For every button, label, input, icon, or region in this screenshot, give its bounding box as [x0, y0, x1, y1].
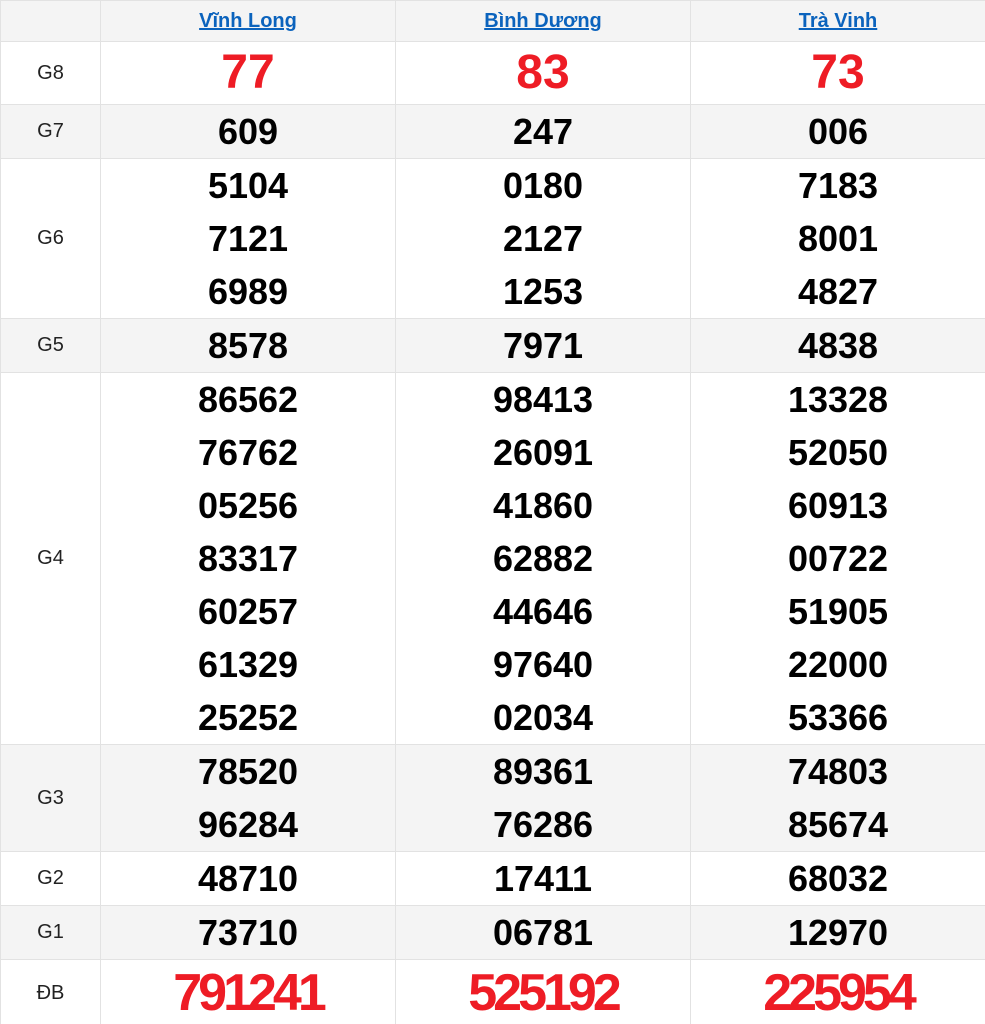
prize-row-g2: [1, 852, 985, 906]
prize-number: 02034: [492, 697, 594, 738]
prize-number: 8578: [207, 325, 289, 366]
prize-row-g6: [1, 159, 985, 319]
prize-number: 06781: [492, 912, 594, 953]
prize-label: G6: [1, 159, 101, 319]
prize-cell: [691, 42, 985, 105]
prize-cell: [101, 373, 396, 745]
prize-number: 5104: [207, 165, 289, 206]
prize-number: 26091: [492, 432, 594, 473]
prize-label: G2: [1, 852, 101, 906]
province-link-vinh-long[interactable]: Vĩnh Long: [199, 9, 297, 32]
prize-cell: [101, 960, 396, 1024]
prize-cell: [691, 159, 985, 319]
prize-number: 51905: [787, 591, 889, 632]
prize-number: 4827: [797, 271, 879, 312]
prize-cell: [101, 159, 396, 319]
prize-number: 96284: [197, 804, 299, 845]
prize-number: 25252: [197, 697, 299, 738]
prize-number: 60257: [197, 591, 299, 632]
prize-number: 74803: [787, 751, 889, 792]
prize-number: 83317: [197, 538, 299, 579]
prize-row-g3: [1, 745, 985, 852]
prize-number: 2127: [502, 218, 584, 259]
prize-cell: [396, 42, 691, 105]
prize-number: 7971: [502, 325, 584, 366]
prize-number: 97640: [492, 644, 594, 685]
province-link-tra-vinh[interactable]: Trà Vinh: [798, 9, 878, 32]
prize-number: 12970: [787, 912, 889, 953]
prize-number: 89361: [492, 751, 594, 792]
prize-label: G5: [1, 319, 101, 373]
prize-number: 44646: [492, 591, 594, 632]
prize-number: 53366: [787, 697, 889, 738]
prize-number: 62882: [492, 538, 594, 579]
prize-number: 78520: [197, 751, 299, 792]
prize-cell: [101, 745, 396, 852]
prize-number: 791241: [173, 964, 323, 1022]
prize-cell: [691, 373, 985, 745]
prize-number: 4838: [797, 325, 879, 366]
prize-label: G8: [1, 42, 101, 105]
prize-row-g1: [1, 906, 985, 960]
prize-number: 73: [811, 46, 865, 99]
prize-cell: [396, 159, 691, 319]
header-row: [1, 1, 985, 42]
prize-number: 68032: [787, 858, 889, 899]
prize-number: 83: [516, 46, 570, 99]
prize-number: 41860: [492, 485, 594, 526]
prize-column-header: [1, 1, 101, 42]
prize-row-g4: [1, 373, 985, 745]
prize-number: 77: [221, 46, 275, 99]
prize-cell: [691, 319, 985, 373]
prize-label: ĐB: [1, 960, 101, 1024]
prize-cell: [101, 906, 396, 960]
prize-cell: [396, 373, 691, 745]
prize-number: 6989: [207, 271, 289, 312]
prize-cell: [691, 906, 985, 960]
prize-number: 98413: [492, 379, 594, 420]
prize-row-g5: [1, 319, 985, 373]
prize-number: 7121: [207, 218, 289, 259]
prize-number: 8001: [797, 218, 879, 259]
prize-cell: [101, 319, 396, 373]
prize-label: G3: [1, 745, 101, 852]
prize-cell: [396, 906, 691, 960]
prize-row-g8: [1, 42, 985, 105]
column-header-vinh-long: [101, 1, 396, 42]
column-header-tra-vinh: [691, 1, 985, 42]
prize-cell: [691, 745, 985, 852]
prize-cell: [396, 745, 691, 852]
prize-cell: [691, 960, 985, 1024]
province-link-binh-duong[interactable]: Bình Dương: [484, 9, 602, 32]
prize-number: 22000: [787, 644, 889, 685]
prize-cell: [396, 852, 691, 906]
prize-number: 0180: [502, 165, 584, 206]
prize-number: 247: [512, 111, 574, 152]
prize-label: G4: [1, 373, 101, 745]
prize-cell: [101, 42, 396, 105]
prize-cell: [396, 319, 691, 373]
prize-number: 13328: [787, 379, 889, 420]
prize-number: 05256: [197, 485, 299, 526]
prize-cell: [691, 105, 985, 159]
prize-number: 76762: [197, 432, 299, 473]
prize-row-db: [1, 960, 985, 1024]
prize-number: 17411: [493, 858, 593, 899]
prize-label: G7: [1, 105, 101, 159]
prize-cell: [101, 105, 396, 159]
prize-number: 225954: [763, 964, 913, 1022]
prize-number: 525192: [468, 964, 618, 1022]
prize-number: 006: [807, 111, 869, 152]
prize-number: 60913: [787, 485, 889, 526]
prize-number: 1253: [502, 271, 584, 312]
prize-number: 86562: [197, 379, 299, 420]
column-header-binh-duong: [396, 1, 691, 42]
prize-cell: [396, 105, 691, 159]
prize-number: 00722: [787, 538, 889, 579]
prize-number: 73710: [197, 912, 299, 953]
prize-label: G1: [1, 906, 101, 960]
prize-number: 85674: [787, 804, 889, 845]
prize-cell: [396, 960, 691, 1024]
prize-cell: [691, 852, 985, 906]
prize-number: 609: [217, 111, 279, 152]
prize-number: 76286: [492, 804, 594, 845]
prize-row-g7: [1, 105, 985, 159]
prize-cell: [101, 852, 396, 906]
prize-number: 48710: [197, 858, 299, 899]
prize-number: 61329: [197, 644, 299, 685]
prize-number: 7183: [797, 165, 879, 206]
prize-number: 52050: [787, 432, 889, 473]
